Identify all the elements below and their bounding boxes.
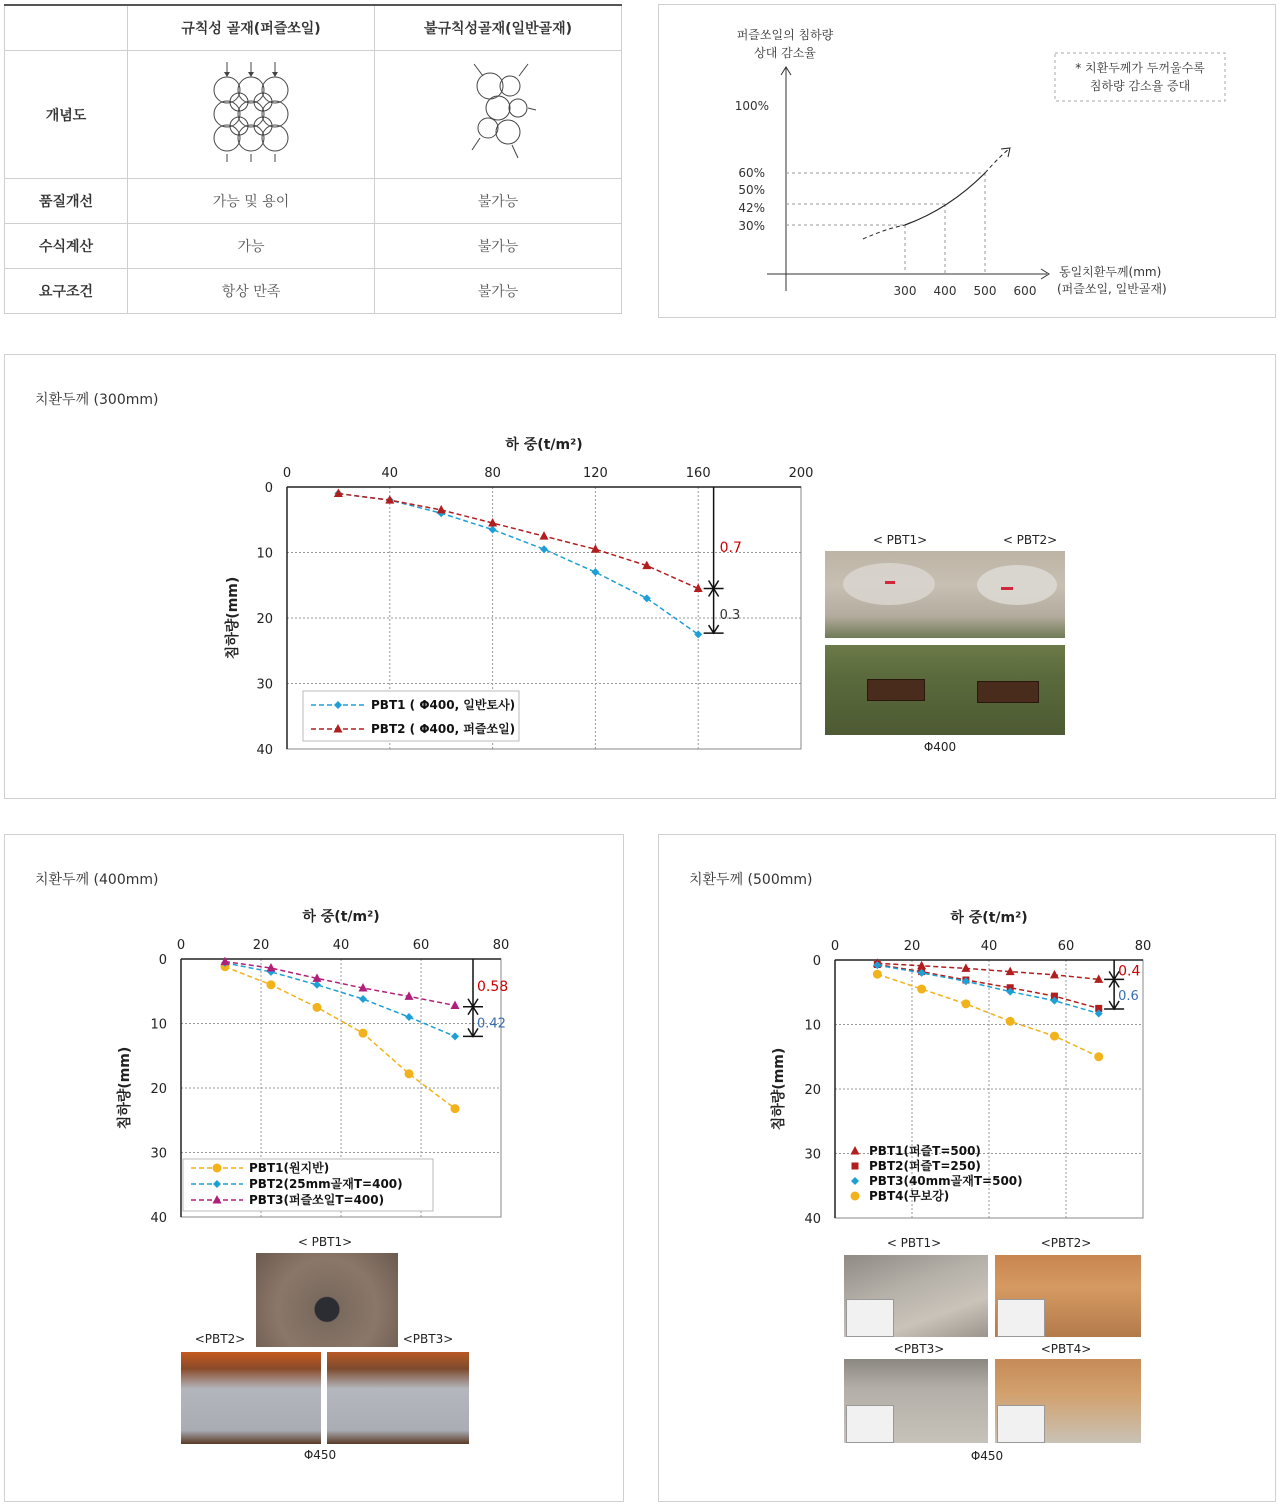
series-2: [334, 489, 703, 592]
x-axis-title: 하 중(t/m²): [302, 909, 380, 925]
row-label-quality: 품질개선: [5, 179, 128, 224]
col-header-regular: 규칙성 골재(퍼즐쏘일): [128, 5, 375, 51]
section-300-panel: [4, 354, 1276, 799]
series-3: [873, 961, 1102, 1017]
x-tick-label: 160: [685, 466, 711, 481]
concept-y-title-1: 퍼즐쏘일의 침하량: [736, 28, 834, 42]
y-tick-label: 0: [158, 953, 167, 968]
x-tick-label: 60: [1057, 939, 1075, 954]
y-tick-label: 40: [150, 1211, 167, 1226]
x-tick-label: 80: [492, 938, 510, 953]
y-tick-label: 20: [804, 1083, 821, 1098]
data-point: [313, 1003, 322, 1012]
y-tick-label: 10: [256, 546, 273, 562]
legend-marker: [852, 1163, 859, 1170]
annotation-label: 0.4: [1118, 963, 1141, 980]
legend-label: PBT2(퍼즐T=250): [869, 1159, 981, 1173]
y-tick-label: 0: [812, 954, 821, 969]
table-cell: 불가능: [375, 224, 622, 269]
table-cell: 불가능: [375, 269, 622, 314]
photo-500-label-1: < PBT1>: [886, 1236, 942, 1250]
photo-300-label-1: < PBT1>: [872, 533, 928, 547]
photo-400-label-2: <PBT2>: [194, 1332, 246, 1346]
y-tick-label: 0: [264, 481, 273, 496]
row-label-requirement: 요구조건: [5, 269, 128, 314]
legend-label: PBT2(25mm골재T=400): [249, 1177, 403, 1191]
data-point: [451, 1000, 460, 1009]
table-row: [5, 51, 622, 179]
photo-300-label-2: < PBT2>: [1002, 533, 1058, 547]
data-point: [451, 1032, 459, 1040]
series-1: [873, 958, 1103, 983]
y-tick-label: 20: [150, 1082, 167, 1097]
photo-400-label-1: < PBT1>: [297, 1235, 353, 1249]
photo-400-pbt3: [327, 1352, 469, 1444]
section-400-title: 치환두께 (400mm): [35, 872, 159, 888]
table-cell: 항상 만족: [128, 269, 375, 314]
section-400-panel: [4, 834, 624, 1502]
x-tick-label: 0: [830, 939, 840, 954]
series-1: [221, 962, 460, 1113]
annotation-label: 0.6: [1118, 989, 1139, 1005]
legend: [303, 691, 519, 741]
data-point: [591, 568, 599, 576]
data-point: [405, 1069, 414, 1078]
concept-note-2: 침하량 감소율 증대: [1089, 79, 1191, 93]
legend-marker: [851, 1146, 860, 1155]
y-tick-label: 40: [256, 743, 273, 758]
table-row: [5, 224, 622, 269]
x-tick-label: 20: [252, 938, 270, 953]
data-point: [1050, 1032, 1059, 1041]
y-axis-title: 침하량(mm): [117, 1046, 133, 1130]
x-tick-label: 60: [412, 938, 430, 953]
table-row: [5, 269, 622, 314]
table-row: [5, 179, 622, 224]
table-cell: 가능: [128, 224, 375, 269]
photo-300-surface: [825, 551, 1065, 638]
legend-marker: [851, 1177, 859, 1185]
legend-marker: [851, 1192, 860, 1201]
x-tick-label: 120: [582, 466, 608, 481]
concept-y-tick: 100%: [734, 99, 769, 113]
legend: [851, 1143, 1023, 1203]
data-point: [267, 980, 276, 989]
concept-x-title-2: (퍼즐쏘일, 일반골재): [1057, 282, 1167, 296]
section-500-panel: [658, 834, 1276, 1502]
legend-label: PBT1(원지반): [249, 1161, 330, 1175]
concept-x-tick: 300: [893, 284, 917, 298]
concept-x-title-1: 동일치환두께(mm): [1059, 265, 1162, 279]
col-header-irregular: 불규칙성골재(일반골재): [375, 5, 622, 51]
data-point: [359, 995, 367, 1003]
data-point: [313, 981, 321, 989]
table-header-row: [5, 5, 622, 51]
photo-400-pbt2: [181, 1352, 321, 1444]
concept-chart: [659, 5, 1275, 317]
photo-500-label-2: <PBT2>: [1040, 1236, 1092, 1250]
x-tick-label: 40: [332, 938, 350, 953]
x-axis-title: 하 중(t/m²): [950, 910, 1028, 926]
data-point: [1006, 1017, 1015, 1026]
concept-x-tick: 600: [1013, 284, 1037, 298]
comparison-table-panel: [4, 4, 624, 316]
y-tick-label: 30: [804, 1147, 821, 1163]
y-tick-label: 30: [150, 1146, 167, 1162]
legend-label: PBT3(퍼즐쏘일T=400): [249, 1193, 385, 1207]
legend-label: PBT2 ( Φ400, 퍼즐쏘일): [371, 722, 516, 736]
data-point: [540, 531, 549, 540]
section-300-title: 치환두께 (300mm): [35, 392, 159, 408]
data-point: [873, 970, 882, 979]
data-point: [405, 1013, 413, 1021]
data-point: [961, 999, 970, 1008]
section-500-title: 치환두께 (500mm): [689, 872, 813, 888]
concept-chart-panel: [658, 4, 1276, 318]
data-point: [359, 1029, 368, 1038]
concept-y-tick: 50%: [738, 183, 765, 197]
data-point: [1050, 970, 1059, 979]
concept-x-tick: 400: [933, 284, 957, 298]
data-point: [451, 1104, 460, 1113]
concept-y-title-2: 상대 감소율: [754, 46, 816, 60]
x-tick-label: 40: [980, 939, 998, 954]
legend-label: PBT1 ( Φ400, 일반토사): [371, 698, 516, 712]
photo-400-pbt1: [256, 1253, 398, 1347]
row-label-concept: 개념도: [5, 51, 128, 179]
photo-500-pbt3: [844, 1359, 988, 1443]
photo-500-pbt1: [844, 1255, 988, 1337]
x-axis-title: 하 중(t/m²): [505, 437, 583, 453]
comparison-table: [4, 4, 622, 314]
chart-500: [769, 905, 1229, 1295]
legend-marker: [213, 1164, 222, 1173]
data-point: [1094, 1052, 1103, 1061]
legend: [183, 1159, 433, 1211]
concept-irregular-cell: [375, 51, 622, 179]
y-tick-label: 20: [256, 612, 273, 627]
data-point: [961, 963, 970, 972]
y-axis-title: 침하량(mm): [771, 1047, 787, 1131]
data-point: [221, 957, 230, 966]
y-tick-label: 30: [256, 677, 273, 693]
x-tick-label: 20: [903, 939, 921, 954]
concept-regular-cell: [128, 51, 375, 179]
photo-500-caption: Φ450: [970, 1449, 1004, 1463]
x-tick-label: 80: [484, 466, 501, 481]
table-cell: 불가능: [375, 179, 622, 224]
legend-label: PBT1(퍼즐T=500): [869, 1144, 981, 1158]
concept-y-tick: 60%: [738, 166, 765, 180]
data-point: [489, 526, 497, 534]
concept-y-tick: 30%: [738, 219, 765, 233]
data-point: [540, 545, 548, 553]
photo-300-caption: Φ400: [923, 740, 957, 754]
photo-400-label-3: <PBT3>: [402, 1332, 454, 1346]
irregular-aggregate-diagram: [438, 58, 558, 168]
legend-label: PBT4(무보강): [869, 1189, 950, 1203]
legend-label: PBT3(40mm골재T=500): [869, 1174, 1023, 1188]
annotation-label: 0.7: [719, 539, 742, 556]
concept-y-tick: 42%: [738, 201, 765, 215]
annotation-label: 0.3: [719, 607, 741, 623]
concept-x-tick: 500: [973, 284, 997, 298]
series-line: [338, 494, 698, 589]
x-tick-label: 200: [788, 466, 814, 481]
table-corner-cell: [5, 5, 128, 51]
x-tick-label: 0: [176, 938, 186, 953]
photo-500-label-4: <PBT4>: [1040, 1342, 1092, 1356]
concept-note-1: * 치환두께가 두꺼울수록: [1075, 61, 1205, 75]
photo-500-label-3: <PBT3>: [893, 1342, 945, 1356]
y-tick-label: 10: [150, 1017, 167, 1033]
series-line: [338, 494, 698, 635]
data-point: [917, 985, 926, 994]
photo-300-pits: [825, 645, 1065, 735]
row-label-formula: 수식계산: [5, 224, 128, 269]
photo-500-pbt2: [995, 1255, 1141, 1337]
x-tick-label: 0: [282, 466, 292, 481]
photo-400-caption: Φ450: [303, 1448, 337, 1462]
x-tick-label: 40: [381, 466, 399, 481]
annotation-label: 0.42: [477, 1016, 506, 1032]
regular-aggregate-diagram: [191, 58, 311, 168]
chart-300: [205, 385, 814, 795]
photo-500-pbt4: [995, 1359, 1141, 1443]
y-tick-label: 40: [804, 1212, 821, 1227]
x-tick-label: 80: [1134, 939, 1152, 954]
series-3: [221, 957, 460, 1009]
y-tick-label: 10: [804, 1018, 821, 1034]
table-cell: 가능 및 용이: [128, 179, 375, 224]
y-axis-title: 침하량(mm): [225, 576, 241, 660]
annotation-label: 0.58: [477, 978, 509, 995]
